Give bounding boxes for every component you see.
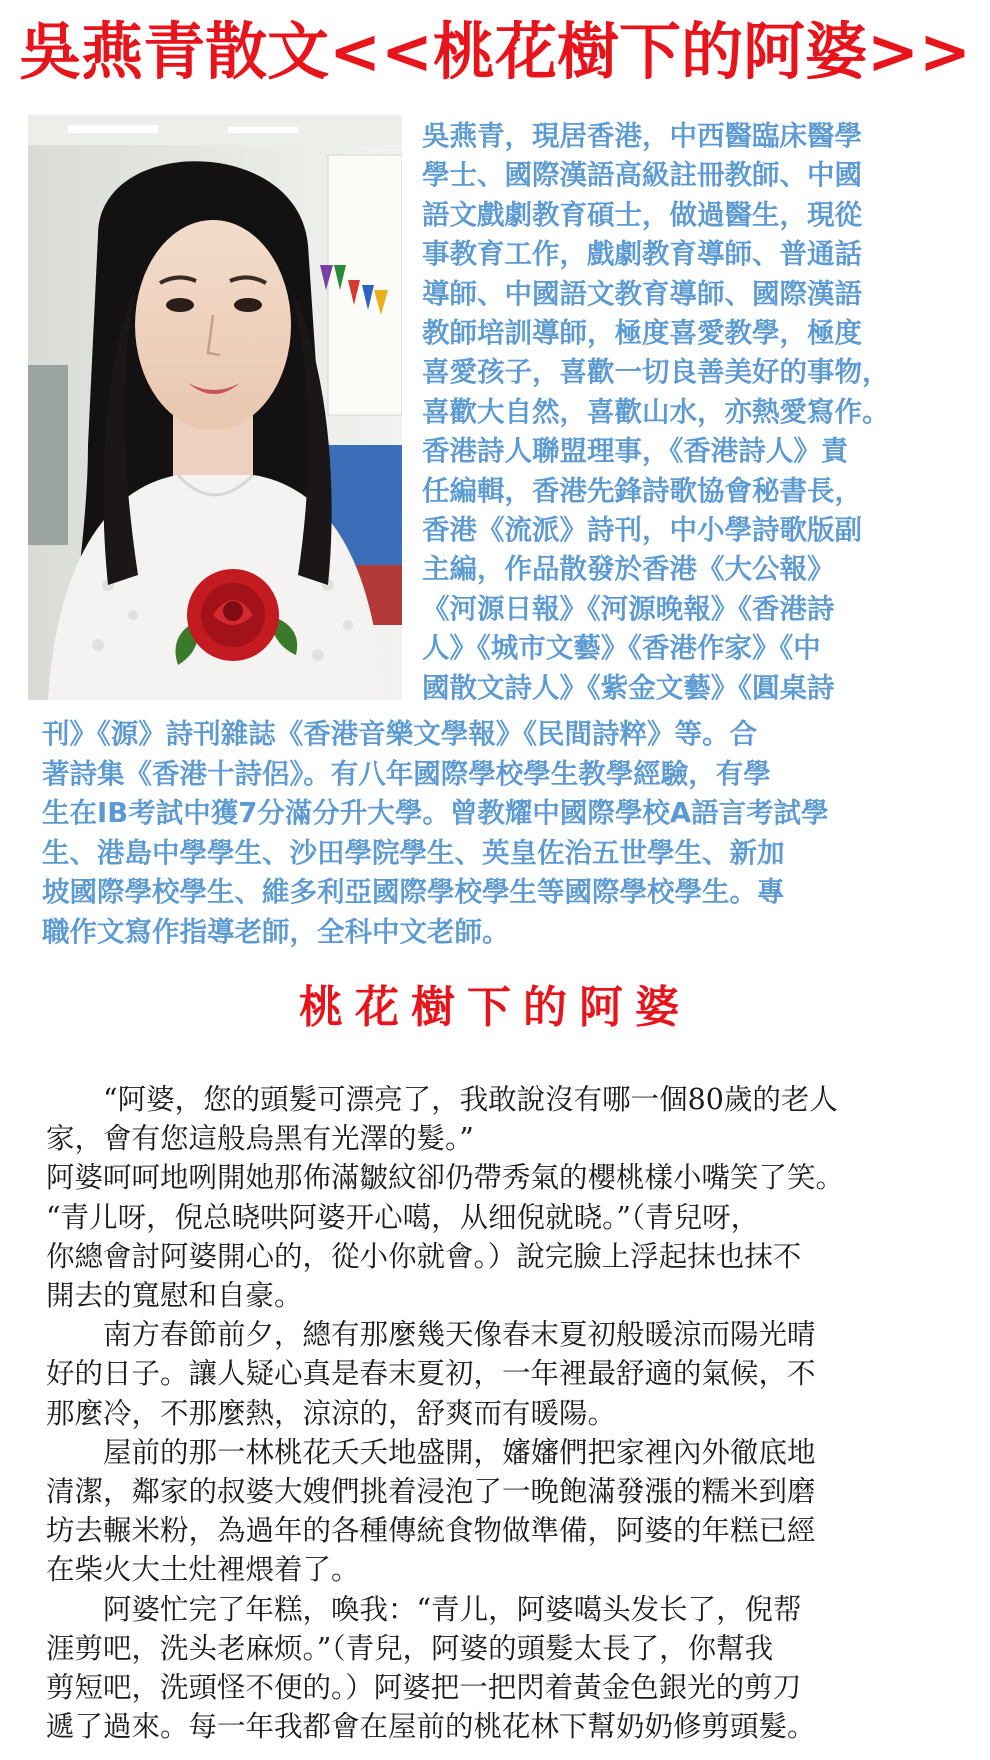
bio-line: 《河源日報》《河源晚報》《香港詩: [422, 592, 835, 625]
bio-line: 導師、中國語文教育導師、國際漢語: [422, 277, 862, 310]
essay-line: 屋前的那一林桃花夭夭地盛開，嬸嬸們把家裡內外徹底地: [46, 1435, 816, 1469]
bio-line: 吳燕青，現居香港，中西醫臨床醫學: [422, 120, 862, 152]
author-bio-top: [422, 117, 976, 708]
bio-line: 語文戲劇教育碩士，做過醫生，現從: [422, 198, 862, 231]
essay-line: “阿婆，您的頭髮可漂亮了，我敢說沒有哪一個80歲的老人: [46, 1083, 838, 1116]
bio-line: 刊》《源》詩刊雜誌《香港音樂文學報》《民間詩粹》等。合: [42, 718, 757, 750]
essay-line: 涯剪吧，洗头老麻烦。”（青兒，阿婆的頭髮太長了，你幫我: [46, 1631, 774, 1665]
bio-line: 教師培訓導師，極度喜愛教學，極度: [422, 317, 862, 350]
bio-line: 職作文寫作指導老師，全科中文老師。: [42, 915, 510, 948]
essay-body: [46, 1080, 976, 1746]
author-portrait-image: [28, 115, 402, 700]
essay-title: 桃花樹下的阿婆: [299, 982, 691, 1033]
bio-line: 香港詩人聯盟理事，《香港詩人》責: [422, 435, 849, 468]
bio-line: 學士、國際漢語高級註冊教師、中國: [422, 159, 862, 192]
essay-line: 開去的寬慰和自豪。: [46, 1279, 303, 1313]
essay-line: 坊去輾米粉，為過年的各種傳統食物做準備，阿婆的年糕已經: [46, 1514, 816, 1548]
author-photo: [28, 115, 402, 700]
bio-line: 坡國際學校學生、維多利亞國際學校學生等國際學校學生。專: [42, 876, 785, 909]
bio-line: 國散文詩人》《紫金文藝》《圓桌詩: [422, 671, 835, 704]
author-bio-bottom: [42, 715, 982, 953]
essay-line: 家，會有您這般烏黑有光澤的髮。”: [46, 1122, 474, 1156]
bio-line: 喜歡大自然，喜歡山水，亦熱愛寫作。: [422, 395, 890, 428]
bio-line: 生、港島中學學生、沙田學院學生、英皇佐治五世學生、新加: [42, 836, 785, 869]
essay-line: 在柴火大土灶裡煨着了。: [46, 1553, 360, 1587]
essay-line: 你總會討阿婆開心的，從小你就會。）說完臉上浮起抹也抹不: [46, 1239, 802, 1273]
bio-line: 主編，作品散發於香港《大公報》: [422, 553, 835, 586]
essay-line: 清潔，鄰家的叔婆大嫂們挑着浸泡了一晚飽滿發漲的糯米到磨: [46, 1475, 816, 1509]
essay-line: 阿婆呵呵地咧開她那佈滿皺紋卻仍帶秀氣的櫻桃樣小嘴笑了笑。: [46, 1161, 845, 1195]
bio-line: 喜愛孩子，喜歡一切良善美好的事物，: [422, 356, 890, 389]
bio-line: 著詩集《香港十詩侶》。有八年國際學校學生教學經驗，有學: [42, 757, 771, 790]
bio-line: 任編輯，香港先鋒詩歌協會秘書長，: [422, 474, 862, 507]
essay-line: 阿婆忙完了年糕，喚我：“青儿，阿婆噶头发长了，倪帮: [46, 1592, 802, 1626]
essay-line: 南方春節前夕，總有那麼幾天像春末夏初般暖涼而陽光晴: [46, 1318, 816, 1352]
essay-line: 剪短吧，洗頭怪不便的。）阿婆把一把閃着黃金色銀光的剪刀: [46, 1671, 802, 1705]
essay-line: “青儿呀，倪总晓哄阿婆开心噶，从细倪就晓。”（青兒呀，: [46, 1200, 760, 1234]
bio-line: 香港《流派》詩刊，中小學詩歌版副: [422, 514, 862, 547]
essay-line: 遞了過來。每一年我都會在屋前的桃花林下幫奶奶修剪頭髮。: [46, 1710, 816, 1744]
bio-line: 生在IB考試中獲7分滿分升大學。曾教耀中國際學校A語言考試學: [42, 797, 829, 830]
essay-line: 那麼冷，不那麼熱，涼涼的，舒爽而有暖陽。: [46, 1396, 617, 1430]
bio-line: 事教育工作，戲劇教育導師、普通話: [422, 238, 862, 271]
main-title: 吳燕青散文<<桃花樹下的阿婆>>: [19, 15, 971, 88]
essay-line: 好的日子。讓人疑心真是春末夏初，一年裡最舒適的氣候，不: [46, 1357, 816, 1391]
bio-line: 人》《城市文藝》《香港作家》《中: [422, 632, 821, 665]
